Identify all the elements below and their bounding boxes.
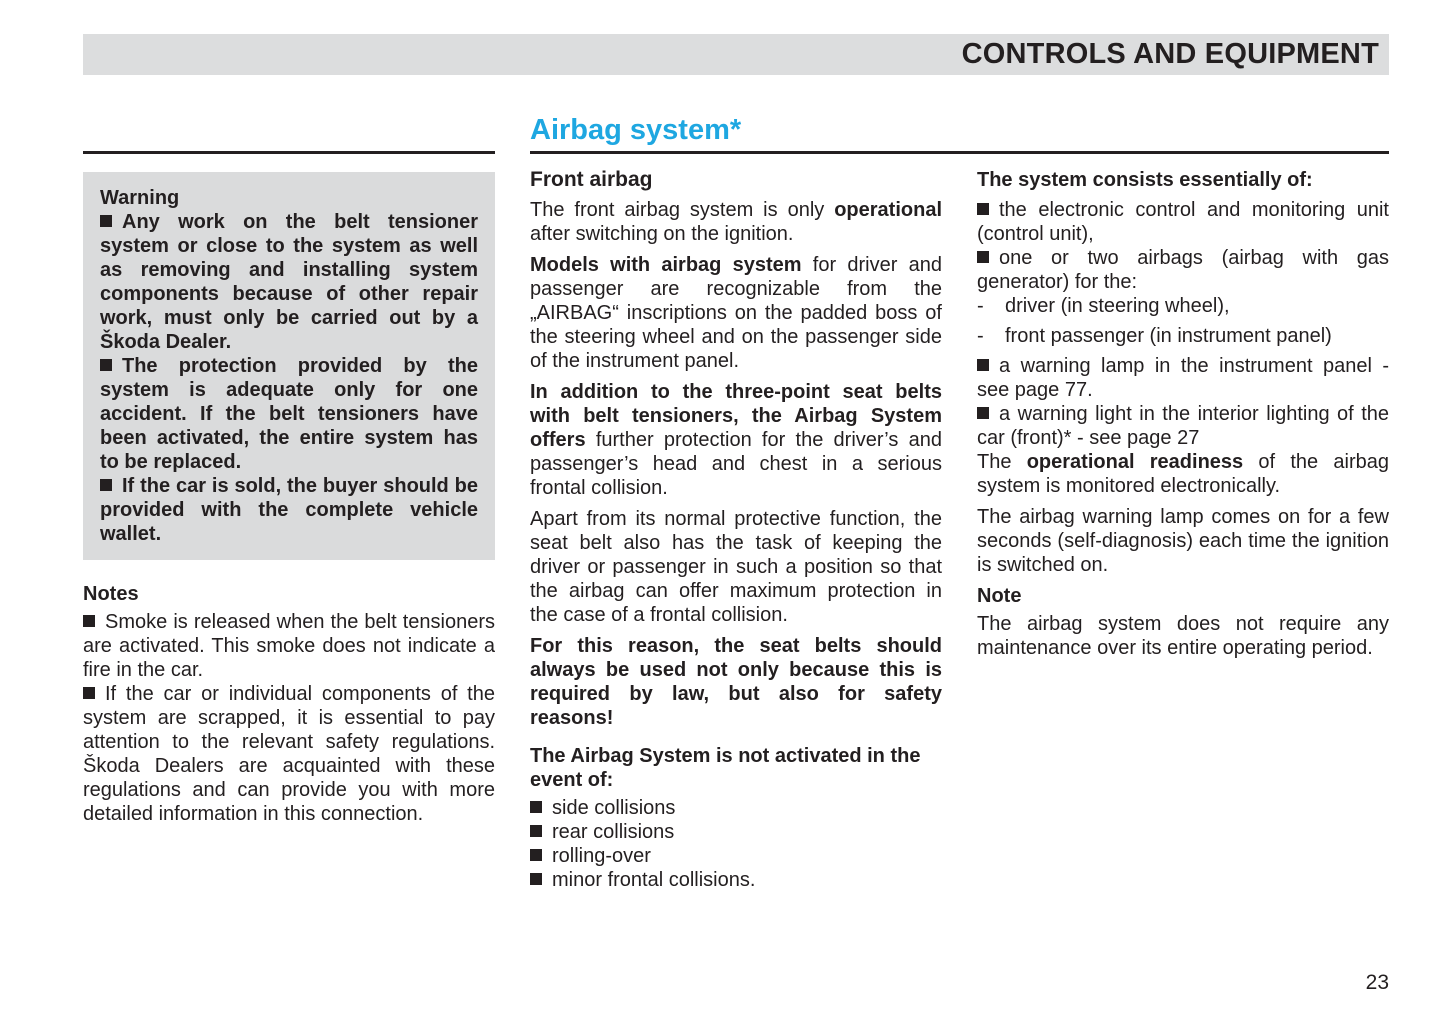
bullet-square-icon bbox=[530, 801, 542, 813]
warning-item: The protection provided by the system is adequate only for one accident. If the belt tensioners have been activated, the entire system has to be replaced. bbox=[100, 355, 478, 473]
note-heading: Note bbox=[977, 585, 1022, 607]
bullet-square-icon bbox=[83, 615, 95, 627]
bullet-square-icon bbox=[100, 479, 112, 491]
bullet-square-icon bbox=[977, 203, 989, 215]
section-title: Airbag system* bbox=[530, 114, 742, 146]
paragraph: For this reason, the seat belts should always be used not only because this is required by law, but also for safety reasons! bbox=[530, 635, 942, 729]
paragraph: The airbag system does not require any maintenance over its entire operating period. bbox=[977, 613, 1389, 659]
paragraph: The front airbag system is only operational after switching on the ignition. bbox=[530, 199, 942, 245]
bullet-square-icon bbox=[977, 359, 989, 371]
bullet-square-icon bbox=[530, 825, 542, 837]
dash-item: - front passenger (in instrument panel) bbox=[977, 325, 1332, 347]
divider-left bbox=[83, 151, 495, 154]
not-activated-list bbox=[530, 796, 942, 892]
list-item: minor frontal collisions. bbox=[530, 868, 942, 892]
list-item: one or two airbags (airbag with gas generator) for the: bbox=[977, 247, 1389, 293]
paragraph: Models with airbag system for driver and passenger are recognizable from the „AIRBAG“ inscriptions on the padded boss of the steering wheel and on the passenger side of the instrument panel. bbox=[530, 254, 942, 372]
note-item: If the car or individual components of the system are scrapped, it is essential to pay attention to the relevant safety regulations. Škoda Dealers are acquainted with these regulations and can provide you with more detailed information in this connection. bbox=[83, 683, 495, 825]
notes-heading: Notes bbox=[83, 583, 139, 605]
warning-heading: Warning bbox=[100, 187, 180, 209]
paragraph: In addition to the three-point seat belts with belt tensioners, the Airbag System offers further protection for the driver’s and passenger’s head and chest in a serious frontal collision. bbox=[530, 381, 942, 499]
not-activated-heading: The Airbag System is not activated in the event of: bbox=[530, 745, 921, 791]
warning-item: If the car is sold, the buyer should be provided with the complete vehicle wallet. bbox=[100, 475, 478, 545]
chapter-title: CONTROLS AND EQUIPMENT bbox=[961, 38, 1379, 70]
bullet-square-icon bbox=[977, 251, 989, 263]
list-item: rolling-over bbox=[530, 844, 942, 868]
list-item: a warning light in the interior lighting of the car (front)* - see page 27 bbox=[977, 403, 1389, 449]
paragraph: Apart from its normal protective function, the seat belt also has the task of keeping the driver or passenger in such a position so that the airbag can offer maximum protection in the case of a frontal collision. bbox=[530, 508, 942, 626]
bullet-square-icon bbox=[530, 849, 542, 861]
middle-column bbox=[530, 168, 942, 892]
front-airbag-heading: Front airbag bbox=[530, 168, 653, 191]
divider-section bbox=[530, 151, 1389, 154]
list-item: rear collisions bbox=[530, 820, 942, 844]
notes-section bbox=[83, 582, 495, 826]
system-heading: The system consists essentially of: bbox=[977, 169, 1313, 191]
bullet-square-icon bbox=[100, 359, 112, 371]
paragraph: The airbag warning lamp comes on for a few seconds (self-diagnosis) each time the ignition is switched on. bbox=[977, 506, 1389, 576]
right-column bbox=[977, 168, 1389, 667]
list-item: the electronic control and monitoring unit (control unit), bbox=[977, 199, 1389, 245]
bullet-square-icon bbox=[530, 873, 542, 885]
note-item: Smoke is released when the belt tensioners are activated. This smoke does not indicate a fire in the car. bbox=[83, 611, 495, 681]
list-item: side collisions bbox=[530, 796, 942, 820]
page-number: 23 bbox=[1365, 971, 1389, 994]
warning-item: Any work on the belt tensioner system or close to the system as well as removing and installing system components because of other repair work, must only be carried out by a Škoda Dealer. bbox=[100, 211, 478, 353]
list-item: a warning lamp in the instrument panel - see page 77. bbox=[977, 355, 1389, 401]
bullet-square-icon bbox=[100, 215, 112, 227]
warning-box bbox=[83, 172, 495, 560]
bullet-square-icon bbox=[83, 687, 95, 699]
page-header bbox=[83, 34, 1389, 75]
bullet-square-icon bbox=[977, 407, 989, 419]
dash-item: - driver (in steering wheel), bbox=[977, 295, 1230, 317]
paragraph: The operational readiness of the airbag system is monitored electronically. bbox=[977, 451, 1389, 497]
